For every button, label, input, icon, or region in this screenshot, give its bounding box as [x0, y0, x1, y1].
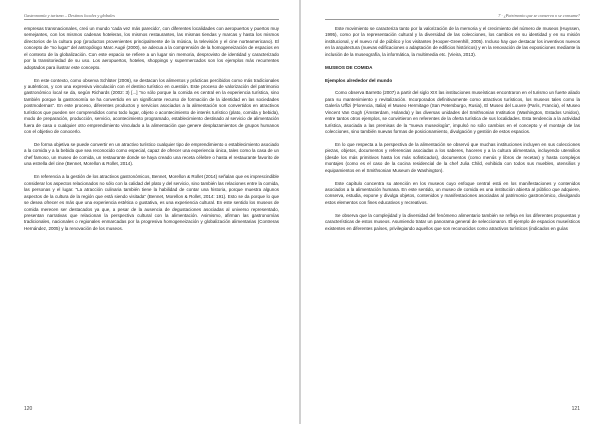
page-body — [24, 26, 279, 398]
paragraph: Se observa que la complejidad y la diversidad del fenómeno alimentario también se refleja en los diferentes propuestas y características de estos museos. Asumiendo tratar un panorama general de seleccionaron. El ejemplo de espacios museísticos existentes en diferentes países, privilegiando aquellos que son reconocidos como atractivos turísticos (indicados en guías — [325, 212, 580, 231]
running-head: 7 · ¿Patrimonio que se conserva o se consume? — [325, 13, 580, 20]
section-heading: MUSEOS DE COMIDA — [325, 64, 373, 70]
page-number: 120 — [24, 406, 33, 412]
page-body — [325, 26, 580, 398]
left-page — [0, 0, 299, 424]
subsection-heading: Ejemplos alrededor del mundo — [325, 77, 393, 83]
paragraph: De forma objetiva se puede convertir en un atractivo turístico cualquier tipo de emprendimiento o establecimiento asociado a la comida y a la bebida que sea reconocido como especial, capaz de ofrecer una experiencia única, tales como la casa de un chef famoso, un museo de comida, un restaurante donde se haya creado una receta célebre o hasta el restaurante favorito de una estrella del cine (Bennet, Morellon & Rollet, 2014). — [24, 142, 279, 167]
page-number: 121 — [571, 406, 580, 412]
paragraph: Como observa Barretto (2007) a partir del siglo XIX las instituciones museísticas encontraron en el turismo un fuerte aliado para su mantenimiento y revitalización. Incorporados definitivamente como atractivos turísticos, los museos tales como la Galería Uffizi (Florencia, Italia) el Museo Hermitage (San Petersburgo, Rusia), El Museo del Louvre (París, Francia), el Museo Vincent Van Gogh (Ámsterdam, Holanda) y las diversas unidades del Smithsonian Institution (Washington, Estados Unidos), entre tantos otros ejemplos, se convirtieron en referentes de la oferta turística de sus localidades. Esta tendencia a la actividad turística, asociada a las premisas de la “nueva museología”, impulsó no sólo cambios en el concepto y el montaje de las colecciones, sino también nuevas formas de posicionamiento, divulgación y gestión de estos espacios. — [325, 90, 580, 135]
paragraph: En referencia a la gestión de los atractivos gastronómicos, Bennet, Morellon & Rollet (2014) señalan que es imprescindible considerar los aspectos relacionados no sólo con la calidad del plato y del servicio, sino también las relaciones entre la comida, las personas y el lugar. “La atracción culinaria también tiene la habilidad de contar una historia, porque muestra algunos aspectos de la cultura de la región que está siendo visitada” (Bennet, Morellon & Rollet, 2014: 191). Esto se da porque lo que se desea ofrecer es más que una experiencia estética o gustativa, es una experiencia cultural. En este sentido los museos de comida merecen ser destacados ya que, a pesar de la ausencia de degustaciones asociadas al universo representado, presentan narrativas que relacionan la perspectiva cultural con la alimentación. Asimismo, afirman las gastronomías tradicionales, nacionales o regionales enmarcadas por la progresiva homogeneización y globalización alimentarias (Contreras Hernández, 2005) y la renovación de los museos. — [24, 174, 279, 231]
paragraph: En lo que respecta a la perspectiva de la alimentación se observó que muchas instituciones incluyen en sus colecciones piezas, objetos, documentos y referencias asociadas a los saberes, haceres y a la cultura alimentaria, incluyendo utensilios (desde los más primitivos hasta los más sofisticados), documentos (como menús y libros de recetas) y hasta complejos montajes (como es el caso de la cocina residencial de la chef Julia Child, exhibida con todos sus muebles, utensilios y equipamientos en el Smithsonian Museum de Washington). — [325, 141, 580, 173]
paragraph: Este capítulo concentra su atención en los museos cuyo enfoque central está en los manifestaciones y contenidos asociados a la alimentación humana. En este sentido, un museo de comida es una institución abierta al público que adquiere, conserva, estudia, expone y divulga objetos, contenidos y manifestaciones asociadas al patrimonio gastronómico, divulgando estos elementos con fines educativos y recreativos. — [325, 180, 580, 205]
paragraph: En este contexto, como observa Schlüter (2006), se destacan los alimentos y prácticas percibidos como más tradicionales y auténticos, y con una expresiva vinculación con el destino turístico en cuestión. Este proceso de valorización del patrimonio gastronómico local se da, según Richards (2002: 3) [...] “no sólo porque la comida es central en la experiencia turística, sino también porque la gastronomía se ha convertido en un significante recurso de formación de la identidad en las sociedades postmodernas”. En este proceso, diferentes productos y servicios asociados a la alimentación son convertidos en atractivos turísticos que pueden ser comprendidos como todo lugar, objeto o acontecimiento de interés turístico (plato, comida y bebida), modo de preparación, producción, servicio, acontecimiento programado, establecimiento destinado al servicio de alimentación fuera de casa o cualquier otro emprendimiento vinculado a la alimentación que genere desplazamientos de grupos humanos con el objetivo de conocerlo. — [24, 77, 279, 135]
paragraph: Este movimiento se caracteriza tanto por la valorización de la memoria y el crecimiento del número de museos (Huyssen, 1995), como por la representación cultural y la diversidad de las colecciones, los cambios en su identidad y en su misión institucional, y el nuevo rol de público y los visitantes (Hooper-Greenhill, 2005). Incluso hay que destacar los inventivos nuevos en la arquitectura (nuevas edificaciones o adaptación de edificios históricos) y en la renovación de las exposiciones mediante la inclusión de la museografía, la informática, la multimedia etc. (Vieira, 2013). — [325, 26, 580, 57]
paragraph: empresas transnacionales, creó un mundo ‘cada vez más parecido’, con diferentes localidades con aeropuertos y puertos muy semejantes, con los mismos cadenas hoteleras, los mismos restaurantes, las mismas tiendas y marcas y hasta los mismos directorios de la cultura pop (productos provenientes principalmente de la música, la televisión y el cine norteamericano). El concepto de “no lugar” del antropólogo Marc Augé (2000), se adecua a la comprensión de la homogeneización de espacios en el contexto de la globalización. Con este espacio se refiere a un lugar sin memoria, desprovisto de identidad y caracterizado por la transitoriedad de su uso. Los aeropuertos, hoteles, shoppings y supermercados son los ejemplos más recurrentes adoptados para ilustrar este concepto. — [24, 26, 279, 70]
running-head: Gastronomía y turismo – Destinos locales y globales — [24, 13, 279, 20]
right-page — [301, 0, 600, 424]
